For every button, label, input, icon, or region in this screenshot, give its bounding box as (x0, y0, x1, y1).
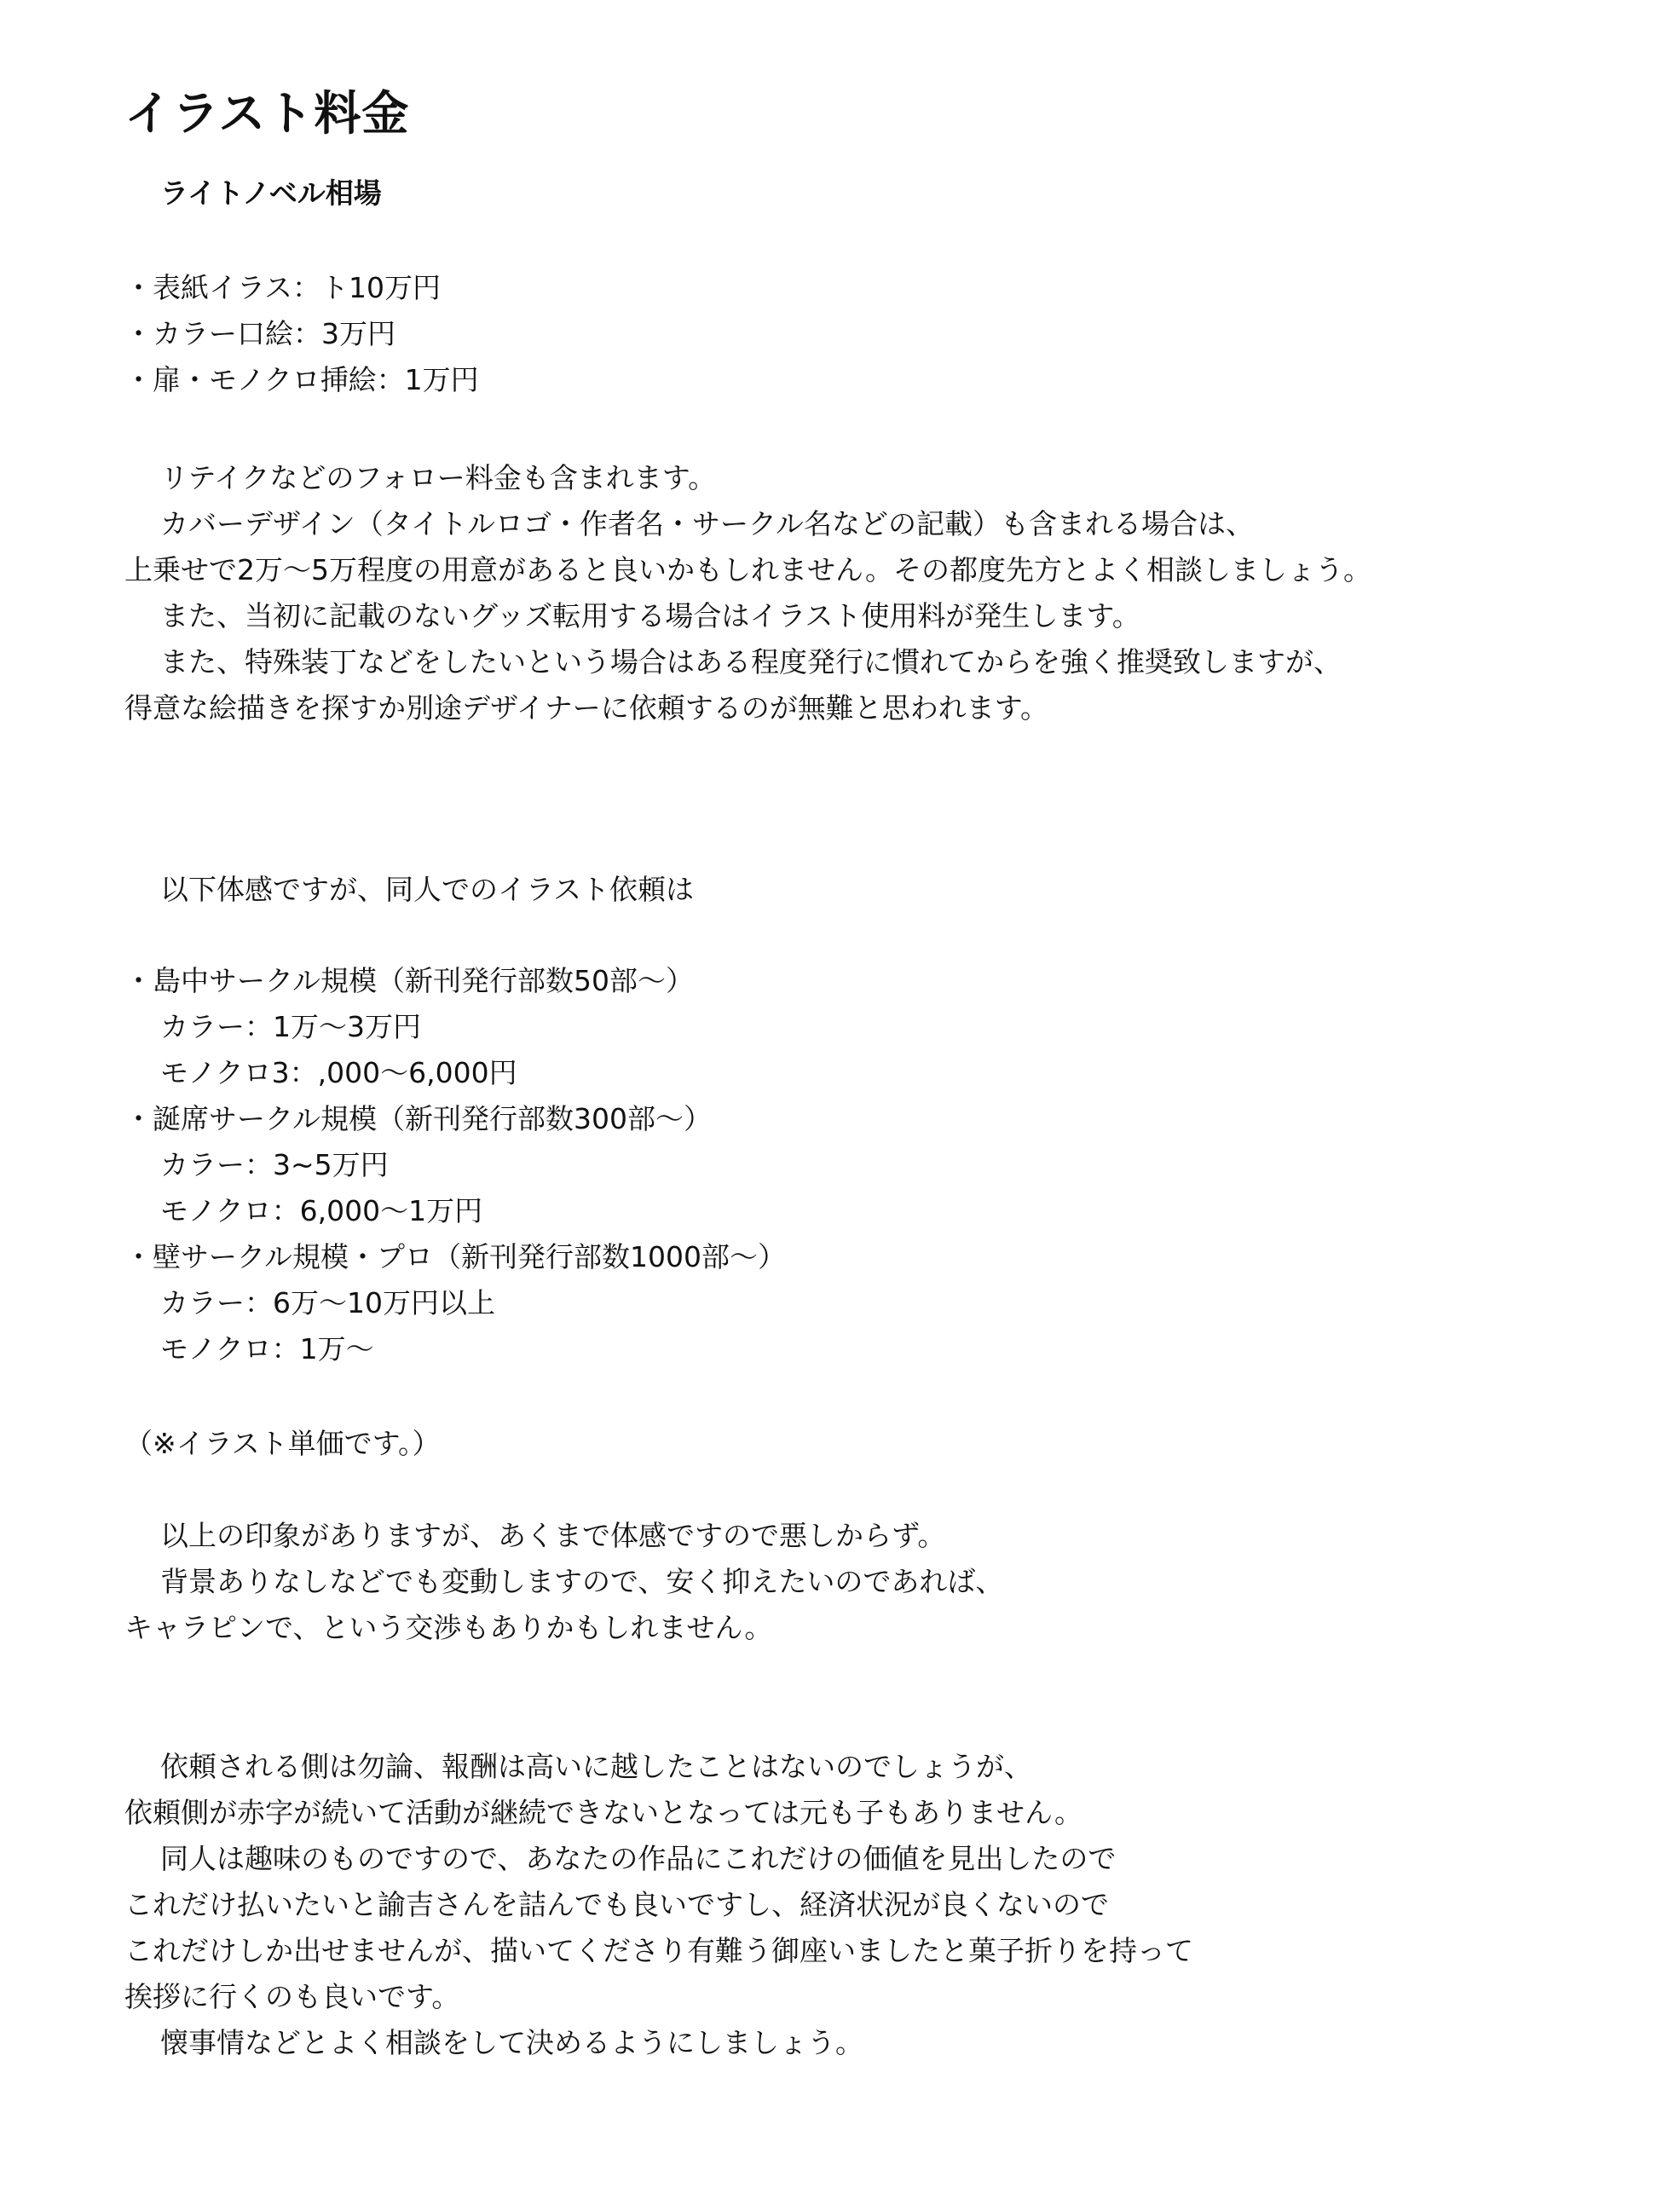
unit-price-note (124, 1421, 441, 1467)
scale-heading-corner: ・誕席サークル規模（新刊発行部数300部～） (124, 1102, 712, 1135)
closing-line: これだけしか出せませんが、描いてくださり有難う御座いましたと菓子折りを持って (124, 1934, 1193, 1967)
scale-color-rate: カラー：1万～3万円 (160, 1010, 421, 1043)
unit-note-line: （※イラスト単価です。） (124, 1427, 441, 1460)
scale-color-rate: カラー：6万～10万円以上 (160, 1286, 495, 1319)
scale-monochrome-rate: モノクロ：6,000～1万円 (160, 1194, 483, 1227)
impression-line: 背景ありなしなどでも変動しますので、安く抑えたいのであれば、 (160, 1565, 1004, 1598)
doujin-intro (124, 867, 694, 913)
scale-monochrome-rate: モノクロ：1万～ (160, 1332, 374, 1365)
note-line: また、特殊装丁などをしたいという場合はある程度発行に慣れてからを強く推奨致しますが、 (160, 645, 1342, 678)
closing-paragraph (124, 1744, 1193, 2066)
notes-paragraph (124, 455, 1371, 731)
note-line: また、当初に記載のないグッズ転用する場合はイラスト使用料が発生します。 (160, 599, 1140, 632)
closing-line: 懐事情などとよく相談をして決めるようにしましょう。 (160, 2026, 863, 2059)
closing-line: これだけ払いたいと諭吉さんを詰んでも良いですし、経済状況が良くないので (124, 1888, 1109, 1921)
impression-line: 以上の印象がありますが、あくまで体感ですので悪しからず。 (160, 1519, 946, 1552)
closing-line: 依頼側が赤字が続いて活動が継続できないとなっては元も子もありません。 (124, 1796, 1082, 1829)
note-line: カバーデザイン（タイトルロゴ・作者名・サークル名などの記載）も含まれる場合は、 (160, 507, 1255, 540)
intro-line: 以下体感ですが、同人でのイラスト依頼は (160, 873, 695, 906)
closing-line: 挨拶に行くのも良いです。 (124, 1980, 460, 2013)
section-subtitle: ライトノベル相場 (160, 176, 382, 210)
impression-line: キャラピンで、という交渉もありかもしれません。 (124, 1611, 773, 1644)
rate-item-monochrome: ・扉・モノクロ挿絵：1万円 (124, 363, 479, 396)
rate-item-cover: ・表紙イラス：ト10万円 (124, 271, 442, 304)
page-title: イラスト料金 (124, 86, 410, 141)
scale-heading-wall: ・壁サークル規模・プロ（新刊発行部数1000部～） (124, 1240, 786, 1273)
closing-line: 同人は趣味のものですので、あなたの作品にこれだけの価値を見出したので (160, 1842, 1117, 1875)
scale-monochrome-rate: モノクロ3：,000～6,000円 (160, 1056, 517, 1089)
note-line: 得意な絵描きを探すか別途デザイナーに依頼するのが無難と思われます。 (124, 691, 1049, 725)
light-novel-rate-list (124, 265, 479, 403)
circle-scale-rate-list (124, 958, 786, 1372)
note-line: リテイクなどのフォロー料金も含まれます。 (160, 461, 717, 494)
impression-paragraph (124, 1513, 1003, 1651)
closing-line: 依頼される側は勿論、報酬は高いに越したことはないのでしょうが、 (160, 1750, 1032, 1783)
rate-item-color-frontispiece: ・カラー口絵：3万円 (124, 317, 395, 350)
note-line: 上乗せで2万～5万程度の用意があると良いかもしれません。その都度先方とよく相談しましょう。 (124, 553, 1371, 586)
scale-heading-island: ・島中サークル規模（新刊発行部数50部～） (124, 964, 695, 997)
scale-color-rate: カラー：3~5万円 (160, 1148, 389, 1181)
